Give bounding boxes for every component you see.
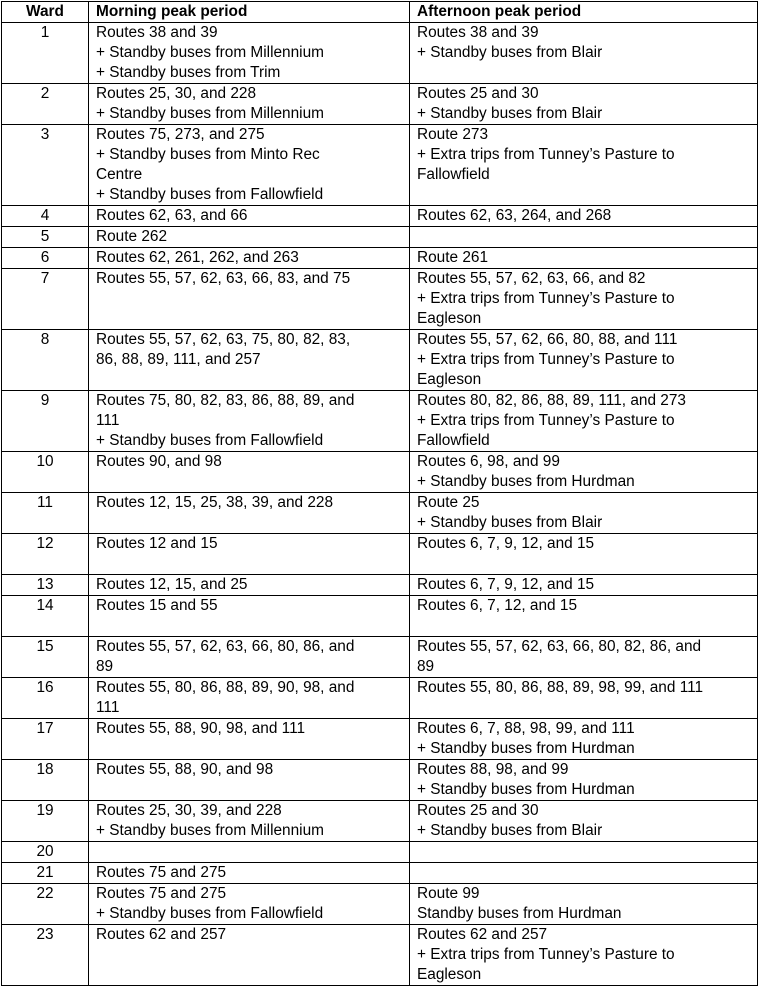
- afternoon-line: + Standby buses from Blair: [417, 822, 603, 839]
- morning-routes: [89, 248, 410, 269]
- morning-routes: [89, 719, 410, 760]
- ward-number: 4: [2, 206, 89, 227]
- afternoon-line: Fallowfield: [417, 166, 490, 183]
- morning-line: Routes 55, 57, 62, 63, 75, 80, 82, 83,: [96, 331, 351, 348]
- afternoon-line: Routes 55, 57, 62, 66, 80, 88, and 111: [417, 331, 678, 348]
- morning-routes: [89, 596, 410, 637]
- afternoon-line: [417, 227, 750, 247]
- ward-number: 1: [2, 23, 89, 84]
- ward-number: 18: [2, 760, 89, 801]
- morning-routes: [89, 801, 410, 842]
- morning-routes: [89, 760, 410, 801]
- morning-line: Routes 25, 30, 39, and 228: [96, 802, 282, 819]
- morning-routes: [89, 269, 410, 330]
- afternoon-line: Routes 55, 80, 86, 88, 89, 98, 99, and 111: [417, 679, 704, 696]
- morning-line: [96, 554, 402, 574]
- morning-line: 111: [96, 699, 120, 716]
- morning-line: 89: [96, 658, 114, 675]
- morning-routes: [89, 678, 410, 719]
- afternoon-line: [417, 842, 750, 862]
- ward-number: 14: [2, 596, 89, 637]
- afternoon-routes: [410, 391, 758, 452]
- ward-number: 5: [2, 227, 89, 248]
- afternoon-line: + Standby buses from Blair: [417, 514, 603, 531]
- table-row: [2, 575, 758, 596]
- afternoon-line: Routes 25 and 30: [417, 85, 539, 102]
- ward-number: 10: [2, 452, 89, 493]
- afternoon-line: + Extra trips from Tunney’s Pasture to: [417, 412, 675, 429]
- morning-routes: [89, 227, 410, 248]
- afternoon-line: Routes 6, 7, 12, and 15: [417, 597, 578, 614]
- table-row: [2, 637, 758, 678]
- afternoon-line: Routes 25 and 30: [417, 802, 539, 819]
- afternoon-routes: [410, 575, 758, 596]
- ward-routes-table: [1, 1, 758, 986]
- morning-line: 111: [96, 412, 120, 429]
- morning-line: Routes 55, 80, 86, 88, 89, 90, 98, and: [96, 679, 355, 696]
- afternoon-routes: [410, 330, 758, 391]
- afternoon-line: + Standby buses from Blair: [417, 44, 603, 61]
- afternoon-routes: [410, 125, 758, 206]
- afternoon-routes: [410, 269, 758, 330]
- afternoon-routes: [410, 678, 758, 719]
- afternoon-line: Routes 55, 57, 62, 63, 66, 80, 82, 86, and: [417, 638, 702, 655]
- table-row: [2, 391, 758, 452]
- afternoon-line: Fallowfield: [417, 432, 490, 449]
- morning-line: Routes 62, 63, and 66: [96, 207, 248, 224]
- afternoon-routes: [410, 719, 758, 760]
- afternoon-line: Routes 6, 7, 88, 98, 99, and 111: [417, 720, 635, 737]
- morning-line: Routes 75 and 275: [96, 885, 227, 902]
- ward-number: 15: [2, 637, 89, 678]
- table-body: [2, 23, 758, 986]
- afternoon-line: Routes 62 and 257: [417, 926, 548, 943]
- afternoon-routes: [410, 84, 758, 125]
- morning-line: [96, 616, 402, 636]
- ward-number: 17: [2, 719, 89, 760]
- morning-routes: [89, 842, 410, 863]
- afternoon-routes: [410, 884, 758, 925]
- afternoon-routes: [410, 23, 758, 84]
- afternoon-routes: [410, 801, 758, 842]
- afternoon-line: [417, 863, 750, 883]
- afternoon-line: + Standby buses from Hurdman: [417, 473, 635, 490]
- afternoon-line: + Extra trips from Tunney’s Pasture to: [417, 946, 675, 963]
- morning-line: [96, 842, 402, 862]
- afternoon-routes: [410, 493, 758, 534]
- header-afternoon: Afternoon peak period: [410, 2, 758, 23]
- ward-number: 16: [2, 678, 89, 719]
- afternoon-routes: [410, 227, 758, 248]
- header-ward: Ward: [2, 2, 89, 23]
- table-row: [2, 678, 758, 719]
- morning-line: Routes 55, 57, 62, 63, 66, 83, and 75: [96, 270, 351, 287]
- morning-line: + Standby buses from Millennium: [96, 44, 324, 61]
- morning-line: Routes 12, 15, 25, 38, 39, and 228: [96, 494, 334, 511]
- morning-routes: [89, 452, 410, 493]
- table-row: [2, 719, 758, 760]
- afternoon-line: Routes 55, 57, 62, 63, 66, and 82: [417, 270, 646, 287]
- afternoon-line: Routes 80, 82, 86, 88, 89, 111, and 273: [417, 392, 686, 409]
- morning-routes: [89, 493, 410, 534]
- afternoon-line: Route 25: [417, 494, 480, 511]
- header-morning: Morning peak period: [89, 2, 410, 23]
- table-row: [2, 330, 758, 391]
- table-row: [2, 248, 758, 269]
- header-row: [2, 2, 758, 23]
- morning-line: Routes 15 and 55: [96, 597, 218, 614]
- afternoon-routes: [410, 596, 758, 637]
- afternoon-routes: [410, 534, 758, 575]
- morning-routes: [89, 575, 410, 596]
- table-row: [2, 452, 758, 493]
- afternoon-routes: [410, 863, 758, 884]
- afternoon-line: Eagleson: [417, 966, 482, 983]
- morning-line: Routes 55, 57, 62, 63, 66, 80, 86, and: [96, 638, 355, 655]
- afternoon-routes: [410, 925, 758, 986]
- ward-number: 2: [2, 84, 89, 125]
- ward-number: 3: [2, 125, 89, 206]
- morning-routes: [89, 330, 410, 391]
- morning-line: Routes 38 and 39: [96, 24, 218, 41]
- morning-line: + Standby buses from Millennium: [96, 822, 324, 839]
- table-row: [2, 534, 758, 575]
- morning-line: Centre: [96, 166, 143, 183]
- afternoon-line: Standby buses from Hurdman: [417, 905, 622, 922]
- afternoon-line: [417, 554, 750, 574]
- table-row: [2, 760, 758, 801]
- afternoon-line: Eagleson: [417, 371, 482, 388]
- ward-number: 22: [2, 884, 89, 925]
- morning-line: Routes 25, 30, and 228: [96, 85, 257, 102]
- ward-number: 20: [2, 842, 89, 863]
- afternoon-line: + Standby buses from Blair: [417, 105, 603, 122]
- ward-number: 8: [2, 330, 89, 391]
- afternoon-line: Route 99: [417, 885, 480, 902]
- morning-line: + Standby buses from Millennium: [96, 105, 324, 122]
- ward-number: 21: [2, 863, 89, 884]
- afternoon-line: Routes 62, 63, 264, and 268: [417, 207, 612, 224]
- morning-line: Routes 75 and 275: [96, 864, 227, 881]
- afternoon-line: Eagleson: [417, 310, 482, 327]
- morning-line: 86, 88, 89, 111, and 257: [96, 351, 261, 368]
- table-row: [2, 227, 758, 248]
- morning-routes: [89, 534, 410, 575]
- morning-routes: [89, 23, 410, 84]
- ward-number: 6: [2, 248, 89, 269]
- ward-number: 9: [2, 391, 89, 452]
- afternoon-line: Routes 38 and 39: [417, 24, 539, 41]
- ward-number: 11: [2, 493, 89, 534]
- ward-number: 19: [2, 801, 89, 842]
- morning-line: + Standby buses from Minto Rec: [96, 146, 320, 163]
- morning-routes: [89, 84, 410, 125]
- table-row: [2, 925, 758, 986]
- table-row: [2, 863, 758, 884]
- afternoon-routes: [410, 637, 758, 678]
- morning-line: Routes 62 and 257: [96, 926, 227, 943]
- afternoon-line: Route 261: [417, 249, 489, 266]
- morning-line: Routes 55, 88, 90, 98, and 111: [96, 720, 306, 737]
- morning-routes: [89, 884, 410, 925]
- afternoon-line: Routes 6, 98, and 99: [417, 453, 560, 470]
- morning-routes: [89, 863, 410, 884]
- morning-routes: [89, 125, 410, 206]
- morning-line: + Standby buses from Fallowfield: [96, 432, 324, 449]
- afternoon-line: + Extra trips from Tunney’s Pasture to: [417, 351, 675, 368]
- table-row: [2, 801, 758, 842]
- table-row: [2, 84, 758, 125]
- table-row: [2, 125, 758, 206]
- ward-number: 13: [2, 575, 89, 596]
- afternoon-line: + Extra trips from Tunney’s Pasture to: [417, 146, 675, 163]
- table-row: [2, 206, 758, 227]
- table-row: [2, 596, 758, 637]
- table-row: [2, 493, 758, 534]
- morning-line: Routes 90, and 98: [96, 453, 222, 470]
- afternoon-line: Routes 6, 7, 9, 12, and 15: [417, 576, 595, 593]
- morning-routes: [89, 925, 410, 986]
- afternoon-routes: [410, 248, 758, 269]
- afternoon-routes: [410, 452, 758, 493]
- afternoon-line: Routes 88, 98, and 99: [417, 761, 569, 778]
- ward-number: 23: [2, 925, 89, 986]
- table-row: [2, 842, 758, 863]
- morning-line: Routes 12, 15, and 25: [96, 576, 248, 593]
- morning-routes: [89, 391, 410, 452]
- morning-line: + Standby buses from Fallowfield: [96, 905, 324, 922]
- morning-line: Routes 55, 88, 90, and 98: [96, 761, 274, 778]
- afternoon-line: Routes 6, 7, 9, 12, and 15: [417, 535, 595, 552]
- afternoon-line: + Standby buses from Hurdman: [417, 740, 635, 757]
- morning-line: Route 262: [96, 228, 168, 245]
- table-row: [2, 884, 758, 925]
- morning-line: Routes 75, 80, 82, 83, 86, 88, 89, and: [96, 392, 355, 409]
- table-row: [2, 23, 758, 84]
- morning-routes: [89, 637, 410, 678]
- afternoon-line: + Extra trips from Tunney’s Pasture to: [417, 290, 675, 307]
- afternoon-line: 89: [417, 658, 435, 675]
- morning-line: + Standby buses from Trim: [96, 64, 281, 81]
- ward-number: 7: [2, 269, 89, 330]
- afternoon-line: Route 273: [417, 126, 489, 143]
- ward-number: 12: [2, 534, 89, 575]
- morning-routes: [89, 206, 410, 227]
- afternoon-routes: [410, 760, 758, 801]
- morning-line: Routes 75, 273, and 275: [96, 126, 265, 143]
- afternoon-routes: [410, 206, 758, 227]
- afternoon-routes: [410, 842, 758, 863]
- table-row: [2, 269, 758, 330]
- afternoon-line: + Standby buses from Hurdman: [417, 781, 635, 798]
- morning-line: Routes 12 and 15: [96, 535, 218, 552]
- morning-line: Routes 62, 261, 262, and 263: [96, 249, 299, 266]
- morning-line: + Standby buses from Fallowfield: [96, 186, 324, 203]
- afternoon-line: [417, 616, 750, 636]
